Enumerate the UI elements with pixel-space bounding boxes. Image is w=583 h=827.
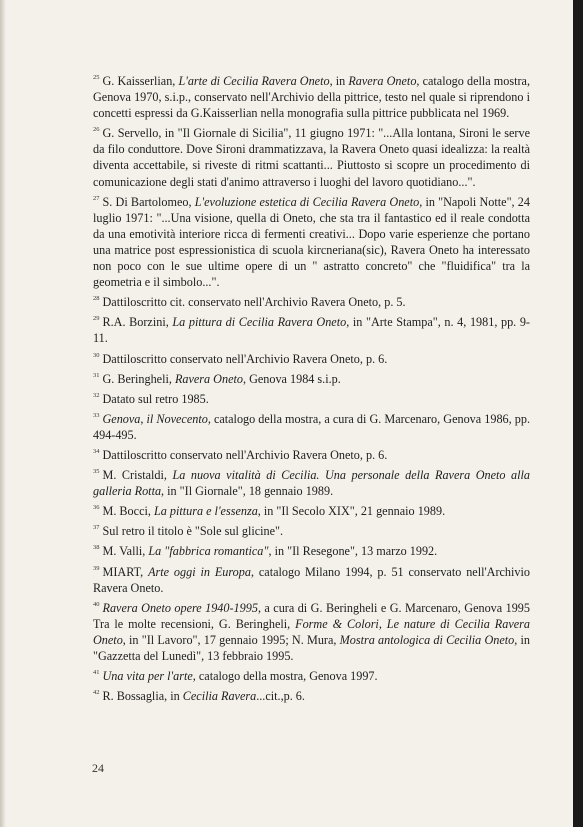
footnote-text: R.A. Borzini,: [102, 315, 173, 330]
footnote: [93, 122, 530, 189]
footnote-title: Ravera Oneto: [174, 371, 243, 386]
footnote-number: 26: [93, 126, 100, 134]
footnote: [93, 561, 530, 596]
footnote: [93, 311, 530, 346]
footnote-number: 42: [93, 689, 100, 697]
footnote-text: , in "Il Lavoro", 17 gennaio 1995; N. Mura,: [122, 632, 340, 647]
footnote-text: Datato sul retro 1985.: [102, 391, 209, 406]
footnote-text: S. Di Bartolomeo,: [102, 194, 195, 209]
footnote-title: Ravera Oneto: [348, 74, 417, 88]
footnote-text: G. Servello, in "Il Giornale di Sicilia", 11 giugno 1971: "...Alla lontana, Sironi le serve da filo conduttore. Dove Sironi drammatizzava, la Ravera Oneto quasi idealizza: la realtà diventa accettabile, si riveste di ritmi scattanti... Piuttosto si scopre un procedimento di comunicazione degli stati d'animo attraverso i luoghi del lavoro quotidiano...".: [93, 126, 530, 189]
footnote-text: , in "Il Giornale", 18 gennaio 1989.: [161, 484, 334, 499]
footnote-text: ...cit.,p. 6.: [256, 689, 305, 704]
footnote-number: 37: [93, 524, 100, 532]
footnotes-list: [93, 70, 530, 705]
footnote-text: Sul retro il titolo è "Sole sul glicine".: [102, 524, 284, 539]
footnote-text: , in "Napoli Notte", 24 luglio 1971: "...Una visione, quella di Oneto, che sta tra il fantastico ed il reale condotta da una emotività interiore ricca di fermenti creativi... Dopo varie esperienze che portano una matrice post espressionistica di scuola kircneriana(sic), Ravera Oneto ha interessato non poco con le sue ultime opere di un " astratto concreto" che "fluidifica" tra la geometria e il simbolo...".: [93, 194, 530, 290]
footnote-text: MIART,: [102, 564, 149, 579]
footnote-text: M. Bocci,: [102, 504, 154, 519]
footnote-text: , in "Gazzetta del Lunedì", 13 febbraio 1995.: [93, 632, 531, 663]
footnote-number: 39: [93, 564, 100, 572]
footnote: [93, 368, 530, 387]
footnote-number: 32: [93, 391, 100, 399]
footnote-text: , in: [329, 74, 349, 88]
footnote: [93, 291, 530, 310]
footnote-number: 35: [93, 468, 100, 476]
footnote-number: 33: [93, 411, 100, 419]
footnote: [93, 685, 530, 704]
footnote: [93, 444, 530, 463]
footnote-text: , catalogo della mostra, Genova 1970, s.i.p., conservato nell'Archivio della pittrice, testo nel quale si riprendono i concetti espressi da G.Kaisserlian nella monografia sulla pittrice pubblicata nel 1969.: [93, 74, 530, 121]
footnote: [93, 665, 530, 684]
footnote-text: , in "Arte Stampa", n. 4, 1981, pp. 9-11.: [93, 315, 530, 346]
footnote-text: , catalogo della mostra, Genova 1997.: [192, 669, 378, 684]
footnote-text: M. Valli,: [102, 544, 149, 559]
footnote-number: 38: [93, 544, 100, 552]
footnote-title: Ravera Oneto opere 1940-1995: [102, 600, 258, 615]
footnote-title: Una vita per l'arte: [102, 669, 193, 684]
footnote: [93, 408, 530, 443]
footnote-text: G. Kaisserlian,: [102, 74, 179, 88]
footnote: [93, 348, 530, 367]
footnote-title: L'evoluzione estetica di Cecilia Ravera Oneto: [194, 194, 420, 209]
footnote-title: Arte oggi in Europa: [148, 564, 251, 579]
footnote: [93, 540, 530, 559]
page-number: 24: [92, 761, 104, 775]
footnote-text: , in "Il Resegone", 13 marzo 1992.: [268, 544, 438, 559]
footnote-text: G. Beringheli,: [102, 371, 175, 386]
footnote-title: Cecilia Ravera: [182, 689, 257, 704]
footnote-number: 40: [93, 600, 100, 608]
footnote: [93, 464, 530, 499]
footnote: [93, 388, 530, 407]
footnote-number: 28: [93, 295, 100, 303]
footnote-title: La nuova vitalità di Cecilia. Una personale della Ravera Oneto alla galleria Rotta: [93, 468, 530, 499]
footnote-number: 34: [93, 447, 100, 455]
footnote-number: 31: [93, 371, 100, 379]
footnote-title: Forme & Colori, Le nature di Cecilia Ravera Oneto: [93, 616, 530, 647]
footnote-title: Mostra antologica di Cecilia Oneto: [339, 632, 515, 647]
footnote-text: Dattiloscritto cit. conservato nell'Archivio Ravera Oneto, p. 5.: [102, 295, 406, 310]
footnote: [93, 70, 530, 121]
footnote-text: R. Bossaglia, in: [102, 689, 183, 704]
footnote-title: La "fabbrica romantica": [148, 544, 269, 559]
footnote-text: , in "Il Secolo XIX", 21 gennaio 1989.: [257, 504, 446, 519]
footnote-number: 27: [93, 194, 100, 202]
footnote-title: La pittura e l'essenza: [153, 504, 258, 519]
footnote: [93, 500, 530, 519]
footnote-number: 30: [93, 351, 100, 359]
page-spine-shadow: [0, 0, 6, 827]
footnote-title: L'arte di Cecilia Ravera Oneto: [178, 74, 330, 88]
footnote-text: Dattiloscritto conservato nell'Archivio Ravera Oneto, p. 6.: [102, 447, 388, 462]
footnote-text: , a cura di G. Beringheli e G. Marcenaro, Genova 1995 Tra le molte recensioni, G. Beringheli,: [93, 600, 530, 631]
footnote-text: , catalogo Milano 1994, p. 51 conservato nell'Archivio Ravera Oneto.: [93, 564, 530, 595]
footnote: [93, 191, 530, 291]
footnote: [93, 597, 530, 664]
footnote-number: 36: [93, 504, 100, 512]
footnote-title: La pittura di Cecilia Ravera Oneto: [172, 315, 347, 330]
footnote: [93, 520, 530, 539]
footnote-number: 25: [93, 74, 100, 81]
footnote-text: , catalogo della mostra, a cura di G. Marcenaro, Genova 1986, pp. 494-495.: [93, 411, 530, 442]
footnote-text: , Genova 1984 s.i.p.: [242, 371, 341, 386]
footnote-text: M. Cristaldi,: [102, 468, 173, 483]
footnote-title: Genova, il Novecento: [102, 411, 208, 426]
footnote-number: 29: [93, 315, 100, 323]
footnote-number: 41: [93, 669, 100, 677]
footnote-text: Dattiloscritto conservato nell'Archivio Ravera Oneto, p. 6.: [102, 351, 388, 366]
